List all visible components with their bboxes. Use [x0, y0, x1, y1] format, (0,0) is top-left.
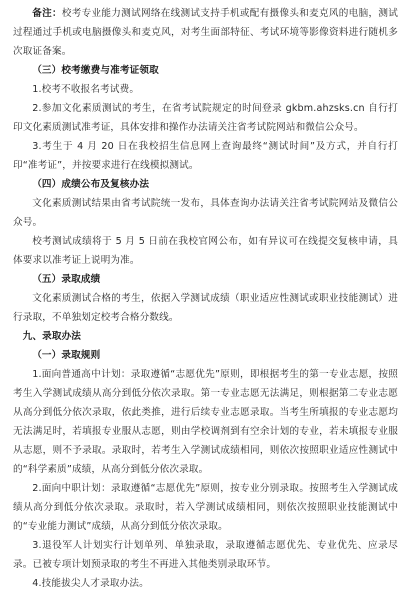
section4-paragraph-1: 文化素质测试结果由省考试院统一发布，具体查询办法请关注省考试院网站及微信公众号。	[13, 198, 398, 228]
section3-heading: （三）校考缴费与准考证领取	[32, 65, 159, 76]
note-text: 校考专业能力测试网络在线测试支持手机或配有摄像头和麦克风的电脑，测试过程通过手机或电脑摄像头和麦克风，对考生面部特征、考试环境等影像资料进行随机多次取证备案。	[13, 8, 398, 57]
section3-paragraph-1: 1.校考不收报名考试费。	[32, 84, 140, 95]
note-paragraph	[13, 4, 398, 61]
section4-paragraph-2: 校考测试成绩将于 5 月 5 日前在我校官网公布，如有异议可在线提交复核申请，具体要求以准考证上说明为准。	[13, 236, 398, 266]
rules-paragraph-3: 3.退役军人计划实行计划单列、单独录取，录取遵循志愿优先、专业优先、应录尽录。已被专项计划预录取的考生不再进入其他类别录取环节。	[13, 540, 398, 570]
section5-paragraph-1: 文化素质测试合格的考生，依据入学测试成绩（职业适应性测试或职业技能测试）进行录取，不单独划定校考合格分数线。	[13, 293, 398, 323]
note-label: 备注：	[32, 8, 62, 19]
section3-paragraph-2: 2.参加文化素质测试的考生，在省考试院规定的时间登录 gkbm.ahzsks.cn 自行打印文化素质测试准考证，具体安排和操作办法请关注省考试院网站和微信公众号。	[13, 103, 398, 133]
rules-paragraph-4: 4.技能拔尖人才录取办法。	[32, 578, 149, 589]
section5-heading: （五）录取成绩	[32, 274, 101, 285]
section3-paragraph-3: 3.考生于 4 月 20 日在我校招生信息网上查询最终“测试时间”及方式，并自行打印“准考证”，并按要求进行在线模拟测试。	[13, 141, 398, 171]
chapter9-heading: 九、录取办法	[22, 331, 82, 342]
rules-paragraph-2: 2.面向中职计划：录取遵循“志愿优先”原则，按专业分别录取。按照考生入学测试成绩从高分到低分依次录取。录取时，若入学测试成绩相同，则依次按照职业技能测试中的“专业能力测试”成绩，从高分到低分依次录取。	[13, 483, 398, 532]
rules-paragraph-1: 1.面向普通高中计划：录取遵循“志愿优先”原则，即根据考生的第一专业志愿，按照考生入学测试成绩从高分到低分依次录取。第一专业志愿无法满足，则根据第二专业志愿从高分到低分依次录取，依此类推，进行后续专业志愿录取。当考生所填报的专业志愿均无法满足时，若填报专业服从志愿，则由学校调剂到有空余计划的专业，若未填报专业服从志愿，则不予录取。录取时，若考生入学测试成绩相同，则依次按照职业适应性测试中的“科学素质”成绩，从高分到低分依次录取。	[13, 369, 398, 475]
section4-heading: （四）成绩公布及复核办法	[32, 179, 150, 190]
rules-subheading: （一）录取规则	[32, 350, 101, 361]
